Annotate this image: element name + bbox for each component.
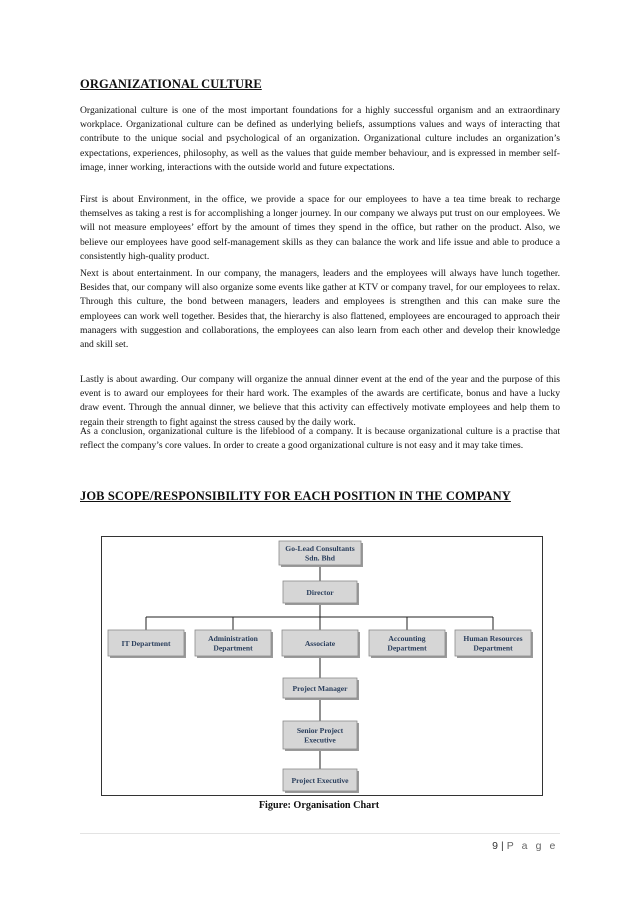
page-number: 9 xyxy=(492,840,498,852)
org-box-administration-department-label-2: Department xyxy=(213,643,253,653)
paragraph-environment: First is about Environment, in the office, we provide a space for our employees to have a tea time break to recharge themselves as taking a rest is for accomplishing a longer journey. In our company we always put trust on our employees. We will not measure employees’ effort by the amount of times they spend in the office, but rather on the product. Also, we believe our employees have good self-management skills as they can balance the work and life issue and able to produce a consistently high-quality product. xyxy=(80,194,560,262)
org-box-project-manager-label-1: Project Manager xyxy=(292,683,348,693)
org-box-accounting-department-label-2: Department xyxy=(387,643,427,653)
org-box-it-department-label-1: IT Department xyxy=(121,638,171,648)
org-box-it-department xyxy=(108,630,186,658)
org-box-administration-department-label-1: Administration xyxy=(208,634,258,643)
org-box-human-resources-department-label-2: Department xyxy=(473,643,513,653)
paragraph-entertainment: Next is about entertainment. In our company, the managers, leaders and the employees will always have lunch together. Besides that, our company will also organize some events like gather at KTV or company travel, for our employees to relax. Through this culture, the bond between managers, leaders and employees is strengthen and this can make sure the employees can work well together. Besides that, the hierarchy is also flattened, employees are encouraged to approach their managers with suggestion and collaborations, the employees can also learn from each other and develop their knowledge and skill set. xyxy=(80,268,560,351)
footer-divider xyxy=(80,833,560,834)
org-box-company-label-1: Go-Lead Consultants xyxy=(285,544,355,553)
paragraph-conclusion: As a conclusion, organizational culture is the lifeblood of a company. It is because organizational culture is a practise that reflect the company’s core values. In order to create a good organizational culture is not easy and it may take times. xyxy=(80,426,560,452)
org-box-project-executive-label-1: Project Executive xyxy=(291,775,349,785)
org-box-human-resources-department xyxy=(455,630,533,658)
org-box-administration-department xyxy=(195,630,273,658)
page-footer xyxy=(492,840,558,852)
org-box-associate xyxy=(282,630,360,658)
org-box-senior-project-executive xyxy=(283,721,359,751)
page-label: P a g e xyxy=(506,840,558,852)
org-box-director xyxy=(283,581,359,605)
org-box-human-resources-department-label-1: Human Resources xyxy=(463,634,523,643)
paragraph-awarding: Lastly is about awarding. Our company will organize the annual dinner event at the end of the year and the purpose of this event is to award our employees for their hard work. The examples of the awards are certificate, bonus and have a lucky draw event. Through the annual dinner, we believe that this activity can effectively motivate employees and help them to regain their strength to fight against the stress caused by the daily work. xyxy=(80,374,560,428)
org-box-accounting-department xyxy=(369,630,447,658)
section-heading-job-scope: JOB SCOPE/RESPONSIBILITY FOR EACH POSITION IN THE COMPANY xyxy=(80,489,511,503)
footer-separator: | xyxy=(500,840,504,852)
org-box-associate-label-1: Associate xyxy=(304,638,336,648)
org-box-senior-project-executive-label-1: Senior Project xyxy=(296,726,344,735)
org-box-project-executive xyxy=(283,769,359,793)
paragraph-culture-intro: Organizational culture is one of the most important foundations for a highly successful organism and an extraordinary workplace. Organizational culture can be defined as underlying beliefs, assumptions values and ways of interacting that contribute to the unique social and psychological of an organization. Organizational culture includes an organization’s expectations, experiences, philosophy, as well as the values that guide member behaviour, and is expressed in member self-image, inner working, interactions with the outside world and future expectations. xyxy=(80,105,560,173)
org-chart-frame xyxy=(101,536,543,796)
section-heading-organizational-culture: ORGANIZATIONAL CULTURE xyxy=(80,77,262,91)
org-box-director-label-1: Director xyxy=(306,587,334,597)
org-chart xyxy=(102,537,542,795)
figure-caption: Figure: Organisation Chart xyxy=(258,800,380,811)
org-box-senior-project-executive-label-2: Executive xyxy=(304,735,336,745)
org-box-accounting-department-label-1: Accounting xyxy=(388,634,426,643)
org-box-project-manager xyxy=(283,678,359,700)
org-box-company-label-2: Sdn. Bhd xyxy=(305,553,335,563)
org-box-company xyxy=(279,541,363,567)
